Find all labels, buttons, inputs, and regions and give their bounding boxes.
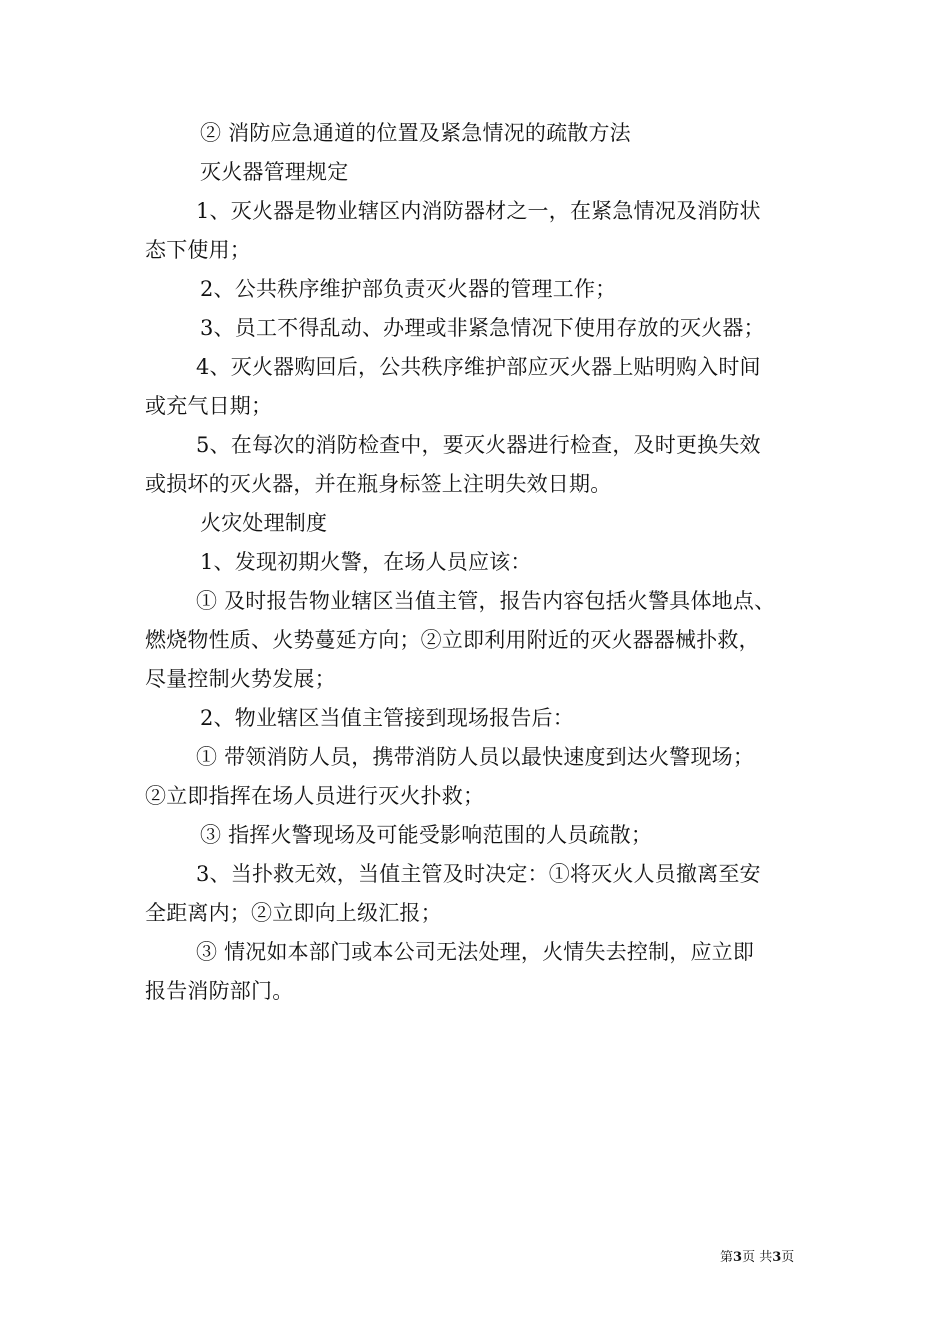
paragraph-line: 燃烧物性质、火势蔓延方向；②立即利用附近的灭火器器械扑救， [145,628,760,652]
paragraph-line: ③ 指挥火警现场及可能受影响范围的人员疏散； [200,823,653,847]
paragraph-line: 2、公共秩序维护部负责灭火器的管理工作； [200,277,617,301]
paragraph-line: 或损坏的灭火器，并在瓶身标签上注明失效日期。 [145,472,612,496]
paragraph-line: 报告消防部门。 [145,979,294,1003]
paragraph-line: 3、员工不得乱动、办理或非紧急情况下使用存放的灭火器； [200,316,765,340]
current-page-number: 3 [733,1250,743,1265]
page-footer [720,1248,794,1268]
paragraph-line: ②立即指挥在场人员进行灭火扑救； [145,784,485,808]
page-prefix: 第 [720,1250,734,1265]
paragraph-line: 1、发现初期火警，在场人员应该： [200,550,532,574]
paragraph-line: ① 及时报告物业辖区当值主管，报告内容包括火警具体地点、 [196,589,776,613]
paragraph-line: 1、灭火器是物业辖区内消防器材之一，在紧急情况及消防状 [196,199,761,223]
paragraph-line: 尽量控制火势发展； [145,667,336,691]
total-pages-number: 3 [772,1250,782,1265]
paragraph-line: 3、当扑救无效，当值主管及时决定：①将灭火人员撤离至安 [196,862,761,886]
paragraph-line: 或充气日期； [145,394,273,418]
paragraph-line: ② 消防应急通道的位置及紧急情况的疏散方法 [200,121,631,145]
paragraph-line: 全距离内；②立即向上级汇报； [145,901,442,925]
section-heading-extinguisher: 灭火器管理规定 [200,160,349,184]
paragraph-line: 态下使用； [145,238,251,262]
page-mid: 页 共 [742,1250,773,1265]
page-suffix: 页 [781,1250,795,1265]
paragraph-line: 2、物业辖区当值主管接到现场报告后： [200,706,574,730]
section-heading-fire-handling: 火灾处理制度 [200,511,328,535]
paragraph-line: 5、在每次的消防检查中，要灭火器进行检查，及时更换失效 [196,433,761,457]
paragraph-line: ③ 情况如本部门或本公司无法处理，火情失去控制，应立即 [196,940,755,964]
paragraph-line: ① 带领消防人员，携带消防人员以最快速度到达火警现场； [196,745,755,769]
paragraph-line: 4、灭火器购回后，公共秩序维护部应灭火器上贴明购入时间 [196,355,761,379]
